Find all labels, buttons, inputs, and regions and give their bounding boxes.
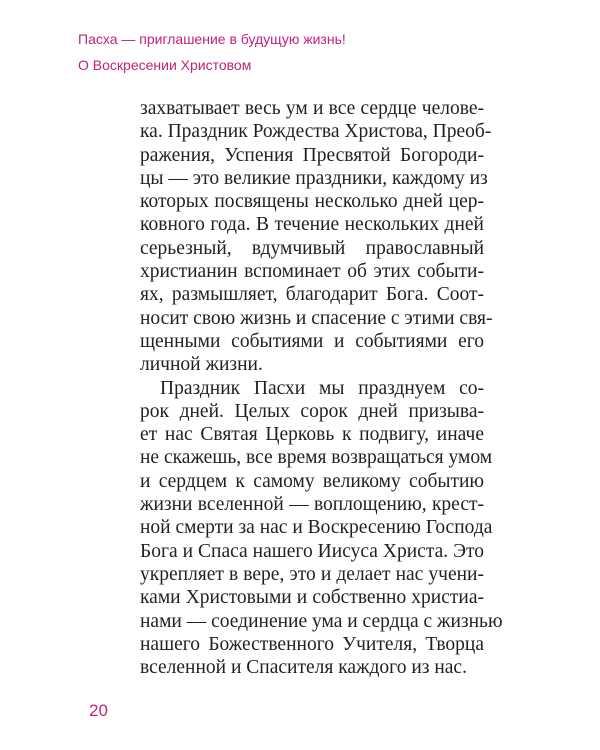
text-line: ражения, Успения Пресвятой Богороди- [140, 144, 484, 166]
text-line: Бога и Спаса нашего Иисуса Христа. Это [140, 540, 484, 562]
paragraph [140, 97, 493, 377]
text-line: нами — соединение ума и сердца с жизнью [140, 610, 503, 632]
text-line: которых посвящены несколько дней цер- [140, 191, 484, 213]
text-line: щенными событиями и событиями его [140, 330, 484, 352]
paragraph [140, 377, 503, 680]
text-line: укрепляет в вере, это и делает нас учени- [140, 563, 484, 585]
text-line: личной жизни. [140, 354, 263, 376]
page-number: 20 [89, 701, 108, 720]
text-line: ях, размышляет, благодарит Бога. Соот- [140, 284, 484, 306]
text-line: ной смерти за нас и Воскресению Господа [140, 517, 493, 539]
chapter-title: О Воскресении Христовом [78, 57, 252, 73]
text-line: и сердцем к самому великому событию [140, 470, 484, 492]
text-line: ка. Праздник Рождества Христова, Преоб- [140, 121, 492, 143]
text-line: не скажешь, все время возвращаться умом [140, 447, 493, 469]
text-line: Праздник Пасхи мы празднуем со- [160, 377, 484, 399]
body-text [140, 97, 503, 679]
text-line: жизни вселенной — воплощению, крест- [140, 494, 484, 516]
text-line: захватывает весь ум и все сердце челове- [140, 98, 484, 119]
text-line: ковного года. В течение нескольких дней [140, 214, 484, 236]
text-line: ет нас Святая Церковь к подвигу, иначе [140, 424, 484, 446]
text-line: серьезный, вдумчивый православный [140, 237, 484, 259]
text-line: нашего Божественного Учителя, Творца [140, 633, 484, 655]
running-header [78, 26, 346, 78]
text-line: христианин вспоминает об этих событи- [140, 261, 484, 283]
text-line: ками Христовыми и собственно христиа- [140, 587, 484, 609]
text-line: вселенной и Спасителя каждого из нас. [140, 657, 467, 679]
text-line: носит свою жизнь и спасение с этими свя- [140, 307, 493, 329]
book-title: Пасха — приглашение в будущую жизнь! [78, 31, 346, 47]
text-line: рок дней. Целых сорок дней призыва- [140, 400, 484, 422]
text-line: цы — это великие праздники, каждому из [140, 167, 488, 189]
